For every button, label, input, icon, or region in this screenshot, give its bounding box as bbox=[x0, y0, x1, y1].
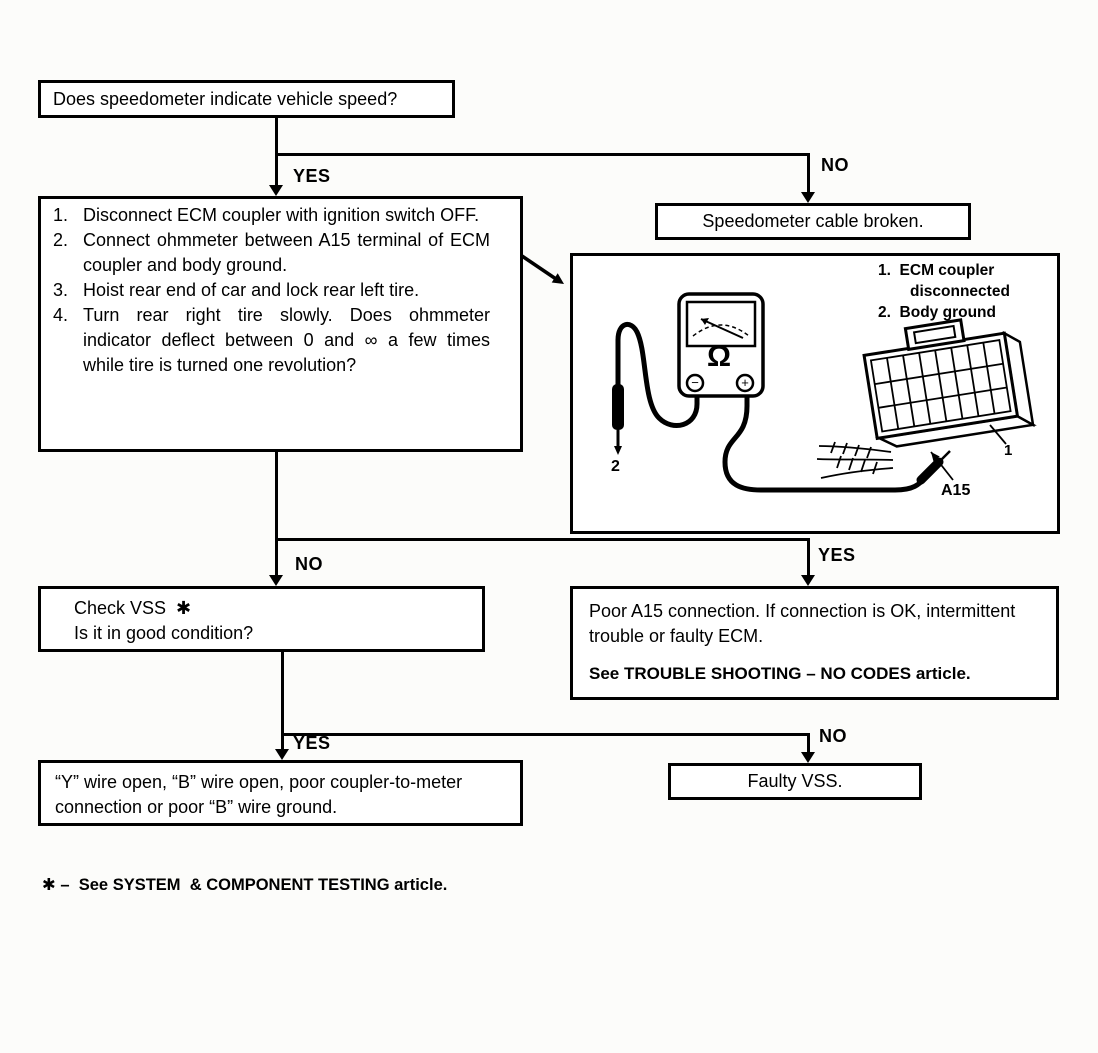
procedure-step-1 bbox=[53, 203, 490, 228]
wire-open-box bbox=[38, 760, 523, 826]
line-bottom-branch bbox=[281, 733, 810, 736]
step-number: 4. bbox=[53, 305, 69, 325]
ecm-coupler bbox=[861, 311, 1033, 449]
arrow-into-check-vss bbox=[269, 575, 283, 586]
check-vss-box bbox=[38, 586, 485, 652]
step-text: Connect ohmmeter between A15 terminal of ECM coupler and body ground. bbox=[83, 230, 490, 275]
arrow-into-cable-broken bbox=[801, 192, 815, 203]
poor-a15-text: Poor A15 connection. If connection is OK, intermittent trouble or faulty ECM. bbox=[589, 601, 1016, 646]
step-text: Hoist rear end of car and lock rear left tire. bbox=[83, 280, 420, 300]
label-no-mid: NO bbox=[295, 554, 323, 574]
faulty-vss-text: Faulty VSS. bbox=[747, 771, 843, 791]
check-vss-line1: Check VSS ✱ bbox=[74, 598, 192, 618]
cable-broken-box bbox=[655, 203, 971, 240]
question-speedometer-text: Does speedometer indicate vehicle speed? bbox=[53, 88, 398, 109]
wire-open-text: “Y” wire open, “B” wire open, poor coupler-to-meter connection or poor “B” wire ground. bbox=[55, 772, 463, 817]
footnote: ✱ – See SYSTEM & COMPONENT TESTING article. bbox=[42, 876, 448, 894]
line-yes-mid-down bbox=[807, 538, 810, 578]
procedure-step-4 bbox=[53, 303, 490, 378]
faulty-vss-box bbox=[668, 763, 922, 800]
step-number: 3. bbox=[53, 280, 69, 300]
legend-body-ground: 2. Body ground bbox=[878, 304, 996, 321]
poor-a15-note: See TROUBLE SHOOTING – NO CODES article. bbox=[589, 664, 971, 683]
arrow-into-wire-open bbox=[275, 749, 289, 760]
label-yes-top: YES bbox=[293, 166, 331, 186]
cable-broken-text: Speedometer cable broken. bbox=[702, 211, 924, 231]
arrow-into-procedure bbox=[269, 185, 283, 196]
ground-probe-label: 2 bbox=[611, 458, 620, 475]
procedure-box bbox=[38, 196, 523, 452]
legend-ecm-coupler: 1. ECM coupler bbox=[878, 262, 995, 279]
step-number: 1. bbox=[53, 205, 69, 225]
line-procedure-down bbox=[275, 452, 278, 579]
label-no-top: NO bbox=[821, 155, 849, 175]
a15-terminal-label: A15 bbox=[941, 482, 971, 499]
label-no-bottom: NO bbox=[819, 726, 847, 746]
ohmmeter-illustration-box bbox=[570, 253, 1060, 534]
line-no-top-down bbox=[807, 153, 810, 195]
label-yes-mid: YES bbox=[818, 545, 856, 565]
coupler-number-label: 1 bbox=[1004, 442, 1013, 459]
check-vss-line2: Is it in good condition? bbox=[74, 623, 254, 643]
procedure-step-2 bbox=[53, 228, 490, 278]
arrow-into-faulty-vss bbox=[801, 752, 815, 763]
wire-bundle bbox=[817, 442, 893, 478]
poor-a15-box bbox=[570, 586, 1059, 700]
minus-sign: − bbox=[691, 375, 699, 390]
line-mid-branch bbox=[275, 538, 810, 541]
legend-ecm-coupler-2: disconnected bbox=[910, 283, 1010, 300]
arrow-into-poor-a15 bbox=[801, 575, 815, 586]
label-yes-bottom: YES bbox=[293, 733, 331, 753]
step-number: 2. bbox=[53, 230, 69, 250]
line-top-branch bbox=[275, 153, 810, 156]
plus-sign: + bbox=[741, 375, 749, 390]
step-text: Disconnect ECM coupler with ignition switch OFF. bbox=[83, 205, 480, 225]
line-vss-down bbox=[281, 652, 284, 753]
procedure-step-3 bbox=[53, 278, 490, 303]
ohm-symbol: Ω bbox=[707, 340, 732, 373]
step-text: Turn rear right tire slowly. Does ohmmeter indicator deflect between 0 and ∞ a few times while tire is turned one revolution? bbox=[83, 305, 490, 375]
question-speedometer-box bbox=[38, 80, 455, 118]
